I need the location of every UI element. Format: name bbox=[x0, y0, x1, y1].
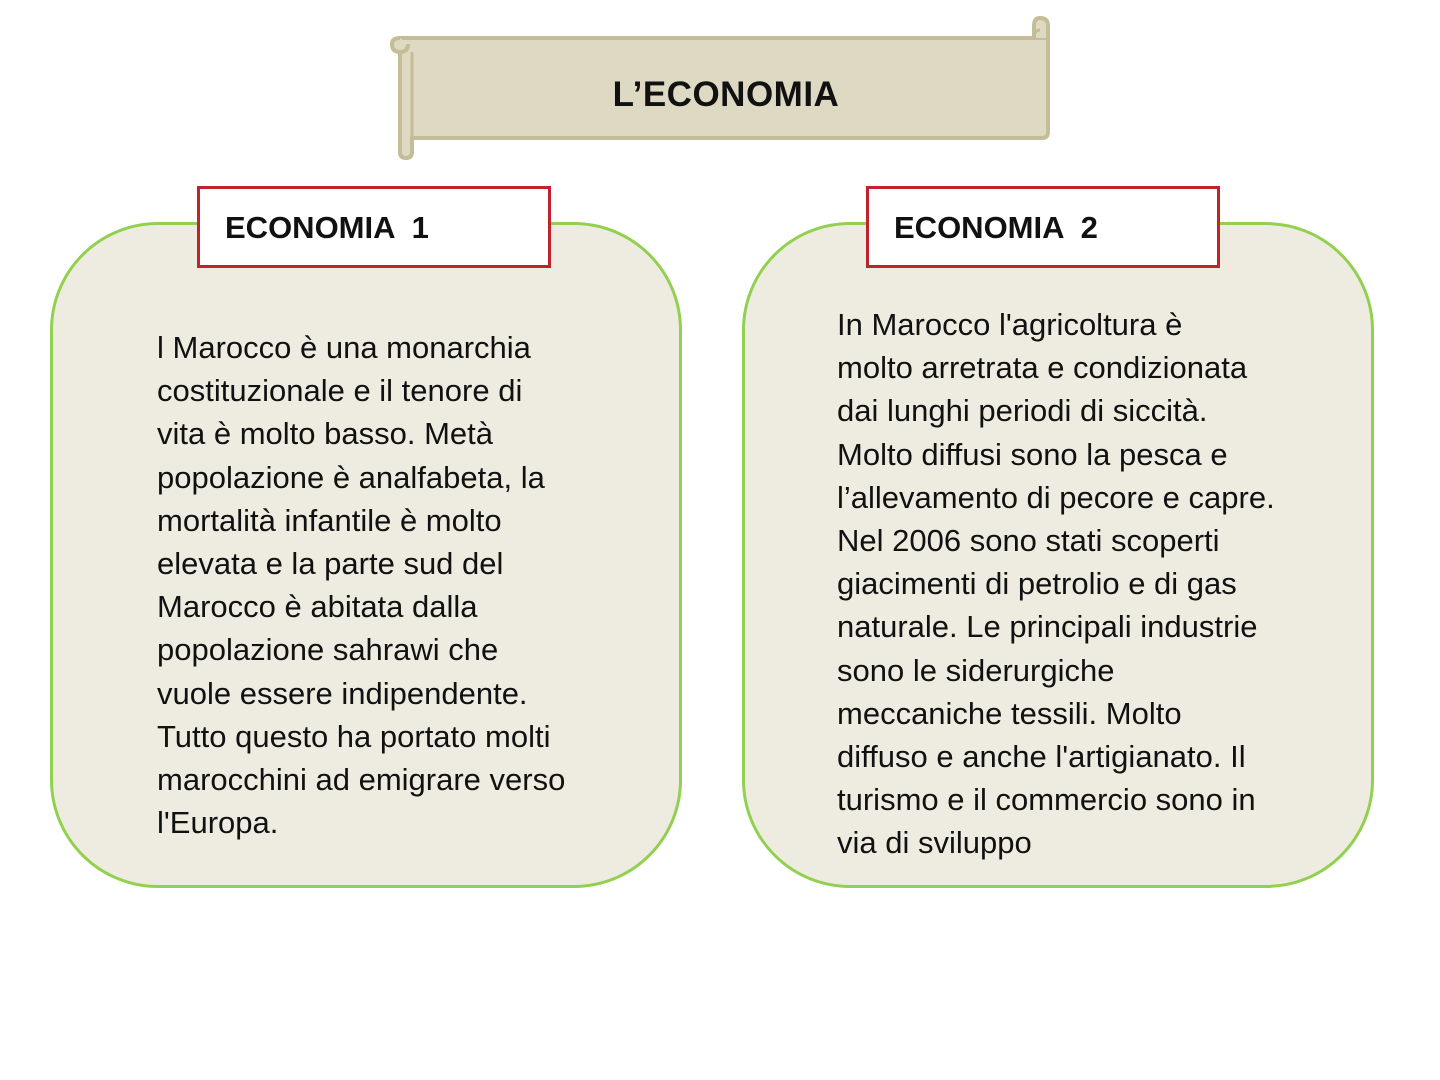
page-title: L’ECONOMIA bbox=[612, 75, 840, 114]
economy-card-1 bbox=[50, 222, 682, 888]
economy-card-2-label bbox=[866, 186, 1220, 268]
title-banner bbox=[388, 14, 1054, 160]
economy-card-2 bbox=[742, 222, 1374, 888]
economy-card-1-label bbox=[197, 186, 551, 268]
economy-card-1-text: l Marocco è una monarchia costituzionale e il tenore di vita è molto basso. Metà popolazione è analfabeta, la mortalità infantile è molto elevata e la parte sud del Marocco è abitata dalla popolazione sahrawi che vuole essere indipendente. Tutto questo ha portato molti marocchini ad emigrare verso l'Europa. bbox=[157, 330, 566, 841]
economy-card-2-text: In Marocco l'agricoltura è molto arretrata e condizionata dai lunghi periodi di siccità. Molto diffusi sono la pesca e l’allevamento di pecore e capre. Nel 2006 sono stati scoperti giacimenti di petrolio e di gas naturale. Le principali industrie sono le siderurgiche meccaniche tessili. Molto diffuso e anche l'artigianato. Il turismo e il commercio sono in via di sviluppo bbox=[837, 307, 1275, 861]
economy-card-1-heading: ECONOMIA 1 bbox=[225, 210, 429, 245]
economy-card-2-heading: ECONOMIA 2 bbox=[894, 210, 1098, 245]
